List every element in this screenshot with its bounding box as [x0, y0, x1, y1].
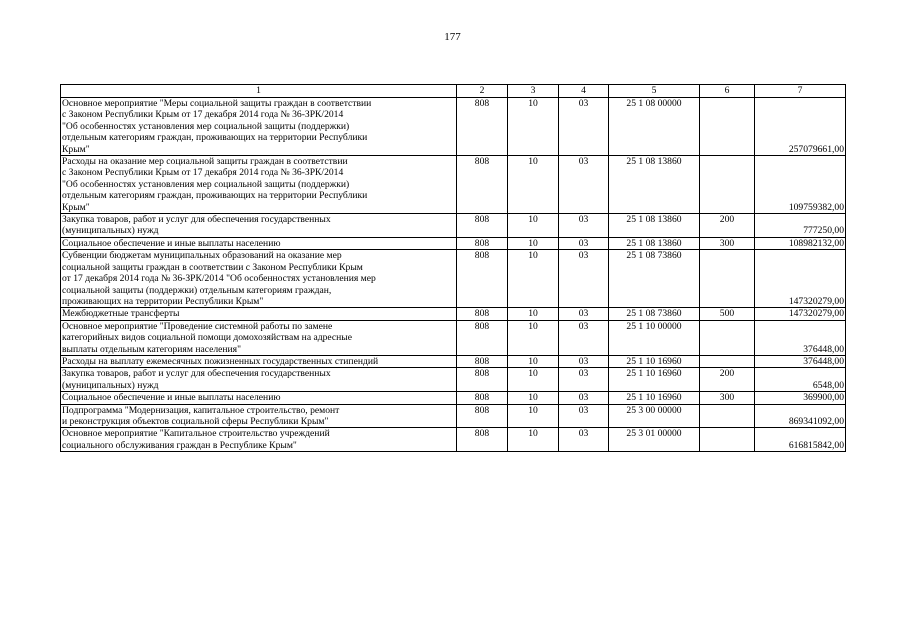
header-cell-1: 1	[61, 85, 457, 98]
budget-table	[60, 84, 846, 452]
row-target-article-cell: 25 1 08 73860	[609, 250, 700, 308]
row-code-admin-cell: 808	[457, 308, 508, 320]
row-expense-type-cell	[700, 250, 755, 308]
row-code-admin-cell: 808	[457, 404, 508, 428]
row-section-cell: 10	[508, 392, 559, 404]
table-row	[61, 214, 846, 238]
row-target-article-cell: 25 3 00 00000	[609, 404, 700, 428]
table-row	[61, 156, 846, 214]
row-target-article-cell: 25 1 08 13860	[609, 156, 700, 214]
row-subsection-cell: 03	[559, 392, 609, 404]
row-code-admin-cell: 808	[457, 156, 508, 214]
row-name-cell: Расходы на оказание мер социальной защиты граждан в соответствии с Законом Республики Крым от 17 декабря 2014 года № 36-ЗРК/2014 "Об особенностях установления мер социальной защиты (поддержки) отдельным категориям граждан, проживающих на территории Республики Крым"	[61, 156, 457, 214]
row-amount-cell: 147320279,00	[755, 308, 846, 320]
table-row	[61, 320, 846, 355]
row-subsection-cell: 03	[559, 237, 609, 249]
row-name-cell: Социальное обеспечение и иные выплаты населению	[61, 392, 457, 404]
page-number: 177	[444, 31, 461, 43]
row-section-cell: 10	[508, 404, 559, 428]
row-section-cell: 10	[508, 250, 559, 308]
row-expense-type-cell	[700, 404, 755, 428]
row-section-cell: 10	[508, 237, 559, 249]
row-section-cell: 10	[508, 355, 559, 367]
row-code-admin-cell: 808	[457, 98, 508, 156]
row-subsection-cell: 03	[559, 355, 609, 367]
row-name-cell: Межбюджетные трансферты	[61, 308, 457, 320]
row-amount-cell: 369900,00	[755, 392, 846, 404]
row-name-cell: Основное мероприятие "Проведение системной работы по замене категорийных видов социальной помощи домохозяйствам на адресные выплаты отдельным категориям населения"	[61, 320, 457, 355]
row-target-article-cell: 25 1 08 73860	[609, 308, 700, 320]
row-amount-cell: 869341092,00	[755, 404, 846, 428]
row-expense-type-cell	[700, 320, 755, 355]
row-expense-type-cell	[700, 156, 755, 214]
table-row	[61, 308, 846, 320]
row-expense-type-cell: 200	[700, 214, 755, 238]
row-subsection-cell: 03	[559, 308, 609, 320]
row-section-cell: 10	[508, 98, 559, 156]
row-code-admin-cell: 808	[457, 320, 508, 355]
table-row	[61, 250, 846, 308]
row-amount-cell: 147320279,00	[755, 250, 846, 308]
row-subsection-cell: 03	[559, 98, 609, 156]
row-expense-type-cell	[700, 355, 755, 367]
row-subsection-cell: 03	[559, 428, 609, 452]
row-amount-cell: 108982132,00	[755, 237, 846, 249]
row-expense-type-cell	[700, 428, 755, 452]
row-name-cell: Расходы на выплату ежемесячных пожизненных государственных стипендий	[61, 355, 457, 367]
row-target-article-cell: 25 1 10 16960	[609, 392, 700, 404]
row-amount-cell: 376448,00	[755, 320, 846, 355]
row-subsection-cell: 03	[559, 320, 609, 355]
row-subsection-cell: 03	[559, 214, 609, 238]
row-subsection-cell: 03	[559, 250, 609, 308]
row-target-article-cell: 25 3 01 00000	[609, 428, 700, 452]
row-target-article-cell: 25 1 10 00000	[609, 320, 700, 355]
row-section-cell: 10	[508, 368, 559, 392]
row-name-cell: Основное мероприятие "Меры социальной защиты граждан в соответствии с Законом Республики Крым от 17 декабря 2014 года № 36-ЗРК/2014 "Об особенностях установления мер социальной защиты (поддержки) отдельным категориям граждан, проживающих на территории Республики Крым"	[61, 98, 457, 156]
row-code-admin-cell: 808	[457, 250, 508, 308]
header-cell-7: 7	[755, 85, 846, 98]
table-body	[61, 85, 846, 452]
row-name-cell: Закупка товаров, работ и услуг для обеспечения государственных (муниципальных) нужд	[61, 214, 457, 238]
row-name-cell: Социальное обеспечение и иные выплаты населению	[61, 237, 457, 249]
table-row	[61, 404, 846, 428]
row-amount-cell: 616815842,00	[755, 428, 846, 452]
table-row	[61, 237, 846, 249]
row-target-article-cell: 25 1 10 16960	[609, 355, 700, 367]
table-row	[61, 392, 846, 404]
row-code-admin-cell: 808	[457, 368, 508, 392]
row-section-cell: 10	[508, 308, 559, 320]
row-target-article-cell: 25 1 08 13860	[609, 237, 700, 249]
row-section-cell: 10	[508, 214, 559, 238]
row-expense-type-cell: 200	[700, 368, 755, 392]
table-row	[61, 428, 846, 452]
header-cell-4: 4	[559, 85, 609, 98]
row-target-article-cell: 25 1 08 00000	[609, 98, 700, 156]
row-section-cell: 10	[508, 320, 559, 355]
row-expense-type-cell	[700, 98, 755, 156]
row-code-admin-cell: 808	[457, 355, 508, 367]
row-name-cell: Подпрограмма "Модернизация, капитальное строительство, ремонт и реконструкция объектов социальной сферы Республики Крым"	[61, 404, 457, 428]
row-subsection-cell: 03	[559, 156, 609, 214]
row-amount-cell: 376448,00	[755, 355, 846, 367]
row-amount-cell: 109759382,00	[755, 156, 846, 214]
row-amount-cell: 6548,00	[755, 368, 846, 392]
header-row	[61, 85, 846, 98]
row-name-cell: Основное мероприятие "Капитальное строительство учреждений социального обслуживания граждан в Республике Крым"	[61, 428, 457, 452]
row-amount-cell: 257079661,00	[755, 98, 846, 156]
row-code-admin-cell: 808	[457, 214, 508, 238]
header-cell-3: 3	[508, 85, 559, 98]
row-name-cell: Субвенции бюджетам муниципальных образований на оказание мер социальной защиты граждан в соответствии с Законом Республики Крым от 17 декабря 2014 года № 36-ЗРК/2014 "Об особенностях установления мер социальной защиты (поддержки) отдельным категориям граждан, проживающих на территории Республики Крым"	[61, 250, 457, 308]
row-subsection-cell: 03	[559, 404, 609, 428]
row-target-article-cell: 25 1 08 13860	[609, 214, 700, 238]
table-row	[61, 355, 846, 367]
row-name-cell: Закупка товаров, работ и услуг для обеспечения государственных (муниципальных) нужд	[61, 368, 457, 392]
row-section-cell: 10	[508, 156, 559, 214]
row-code-admin-cell: 808	[457, 392, 508, 404]
row-expense-type-cell: 300	[700, 237, 755, 249]
row-expense-type-cell: 300	[700, 392, 755, 404]
row-expense-type-cell: 500	[700, 308, 755, 320]
row-code-admin-cell: 808	[457, 428, 508, 452]
table-row	[61, 98, 846, 156]
table-row	[61, 368, 846, 392]
row-code-admin-cell: 808	[457, 237, 508, 249]
row-subsection-cell: 03	[559, 368, 609, 392]
row-target-article-cell: 25 1 10 16960	[609, 368, 700, 392]
row-section-cell: 10	[508, 428, 559, 452]
header-cell-2: 2	[457, 85, 508, 98]
row-amount-cell: 777250,00	[755, 214, 846, 238]
header-cell-5: 5	[609, 85, 700, 98]
header-cell-6: 6	[700, 85, 755, 98]
